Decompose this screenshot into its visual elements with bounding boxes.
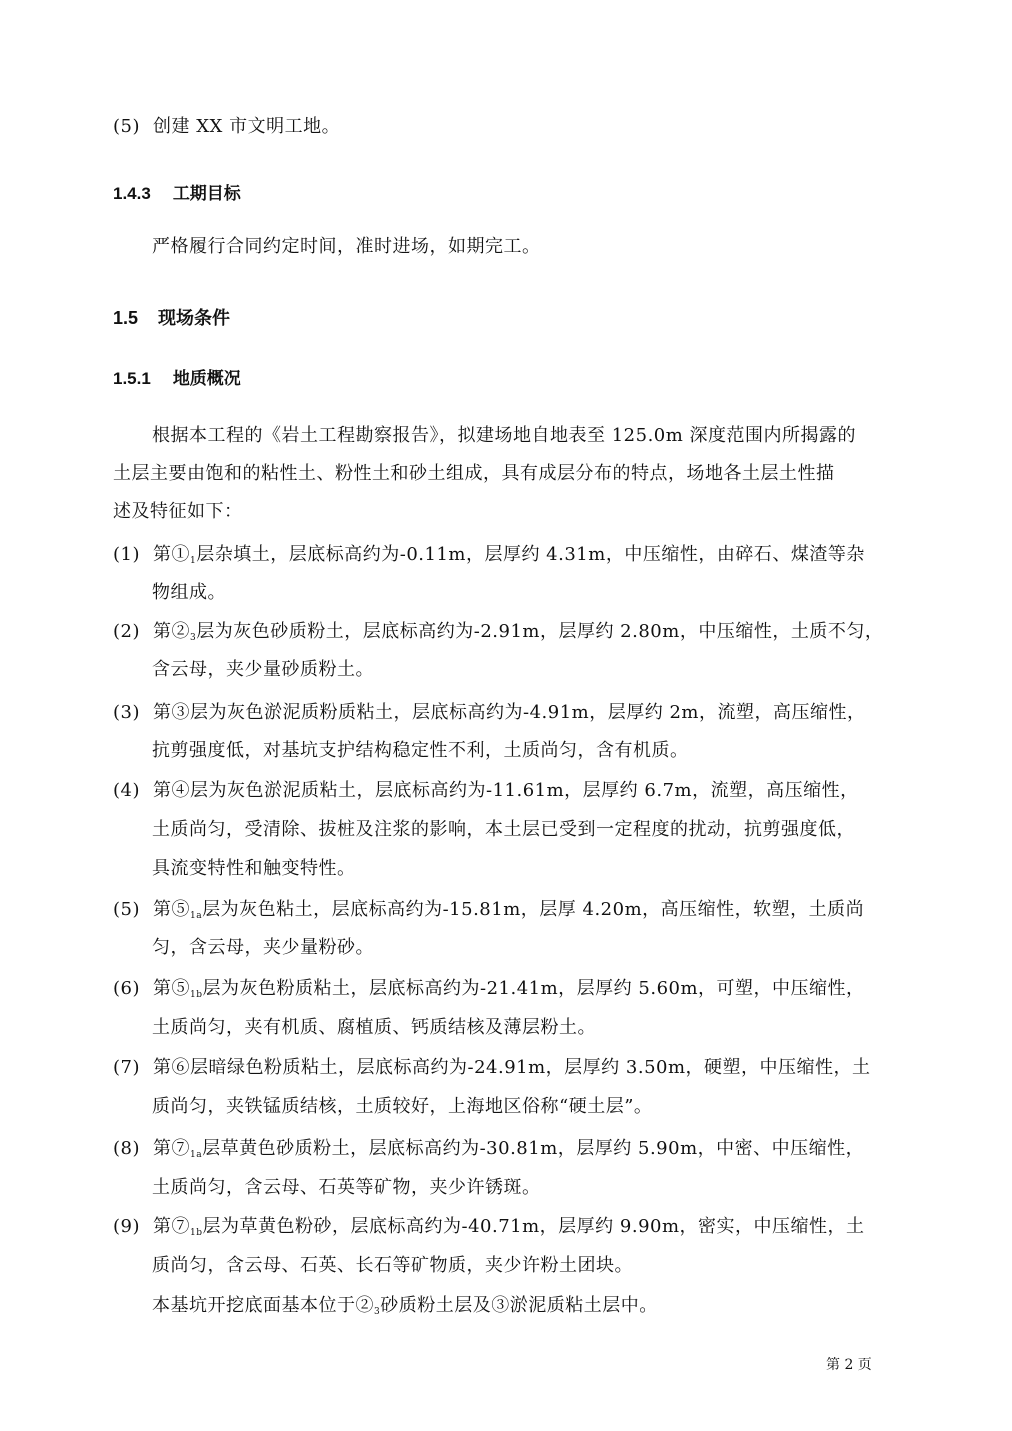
list-text: 第⑦ xyxy=(153,1216,190,1237)
list-number: (5) xyxy=(113,899,140,920)
paragraph-line: 述及特征如下： xyxy=(113,501,243,522)
list-number: (2) xyxy=(113,621,140,642)
list-text: 第⑦ xyxy=(153,1138,190,1159)
section-title: 现场条件 xyxy=(158,308,231,328)
list-text: 创建 XX 市文明工地。 xyxy=(153,116,341,137)
list-number: (4) xyxy=(113,780,140,801)
list-text: 第⑥层暗绿色粉质粘土，层底标高约为-24.91m，层厚约 3.50m，硬塑，中压缩性，土 xyxy=(153,1057,871,1078)
subscript: 1a xyxy=(190,1150,203,1160)
list-item xyxy=(113,543,865,573)
section-heading-1-5-1 xyxy=(113,367,241,391)
list-item xyxy=(113,1215,865,1245)
list-number: (3) xyxy=(113,702,140,723)
list-text: 层为草黄色粉砂，层底标高约为-40.71m，层厚约 9.90m，密实，中压缩性，土 xyxy=(202,1216,865,1237)
paragraph-text: 砂质粉土层及③淤泥质粘土层中。 xyxy=(380,1295,658,1316)
subscript: 3 xyxy=(190,633,197,643)
list-item-continuation: 抗剪强度低，对基坑支护结构稳定性不利，土质尚匀，含有机质。 xyxy=(152,740,689,761)
section-heading-1-5 xyxy=(113,306,230,330)
subscript: 3 xyxy=(374,1307,381,1317)
list-number: (6) xyxy=(113,978,140,999)
section-number: 1.5.1 xyxy=(113,369,151,388)
subscript: 1a xyxy=(190,911,203,921)
list-item-continuation: 土质尚匀，含云母、石英等矿物，夹少许锈斑。 xyxy=(152,1177,541,1198)
list-text: 第② xyxy=(153,621,190,642)
list-number: (7) xyxy=(113,1057,140,1078)
list-text: 层杂填土，层底标高约为-0.11m，层厚约 4.31m，中压缩性，由碎石、煤渣等杂 xyxy=(196,544,865,565)
list-text: 层为灰色粉质粘土，层底标高约为-21.41m，层厚约 5.60m，可塑，中压缩性， xyxy=(202,978,865,999)
section-number: 1.4.3 xyxy=(113,184,151,203)
list-text: 第① xyxy=(153,544,190,565)
list-text: 层为灰色粘土，层底标高约为-15.81m，层厚 4.20m，高压缩性，软塑，土质尚 xyxy=(202,899,865,920)
list-item xyxy=(113,898,864,928)
paragraph: 严格履行合同约定时间，准时进场，如期完工。 xyxy=(152,236,541,257)
paragraph-line: 根据本工程的《岩土工程勘察报告》，拟建场地自地表至 125.0m 深度范围内所揭露的 xyxy=(152,425,857,446)
list-number: (8) xyxy=(113,1138,140,1159)
list-item xyxy=(113,701,865,725)
section-heading-1-4-3 xyxy=(113,182,241,206)
list-text: 层为灰色砂质粉土，层底标高约为-2.91m，层厚约 2.80m，中压缩性，土质不匀， xyxy=(196,621,884,642)
section-title: 地质概况 xyxy=(172,369,241,388)
section-number: 1.5 xyxy=(113,308,139,328)
section-title: 工期目标 xyxy=(172,184,241,203)
list-text: 第④层为灰色淤泥质粘土，层底标高约为-11.61m，层厚约 6.7m，流塑，高压缩性， xyxy=(153,780,859,801)
list-item xyxy=(113,115,340,139)
list-item-continuation: 土质尚匀，受清除、拔桩及注浆的影响，本土层已受到一定程度的扰动，抗剪强度低， xyxy=(152,819,855,840)
list-number: (1) xyxy=(113,544,140,565)
list-text: 第⑤ xyxy=(153,899,190,920)
list-item-continuation: 质尚匀，夹铁锰质结核，土质较好，上海地区俗称“硬土层”。 xyxy=(152,1096,653,1117)
paragraph-line: 土层主要由饱和的粘性土、粉性土和砂土组成，具有成层分布的特点，场地各土层土性描 xyxy=(113,463,835,484)
subscript: 1b xyxy=(190,1228,203,1238)
list-text: 第③层为灰色淤泥质粉质粘土，层底标高约为-4.91m，层厚约 2m，流塑，高压缩性， xyxy=(153,702,866,723)
page-number: 第 2 页 xyxy=(826,1357,872,1373)
list-item-continuation: 匀，含云母，夹少量粉砂。 xyxy=(152,937,374,958)
list-item xyxy=(113,1137,864,1167)
list-item xyxy=(113,1056,871,1080)
list-number: (9) xyxy=(113,1216,140,1237)
list-number: (5) xyxy=(113,116,140,137)
subscript: 1 xyxy=(190,556,197,566)
list-item xyxy=(113,779,859,803)
subscript: 1b xyxy=(190,990,203,1000)
list-item-continuation: 含云母，夹少量砂质粉土。 xyxy=(152,659,374,680)
paragraph xyxy=(152,1294,658,1324)
list-item-continuation: 物组成。 xyxy=(152,582,226,603)
list-text: 层草黄色砂质粉土，层底标高约为-30.81m，层厚约 5.90m，中密、中压缩性， xyxy=(202,1138,865,1159)
list-text: 第⑤ xyxy=(153,978,190,999)
list-item-continuation: 质尚匀，含云母、石英、长石等矿物质，夹少许粉土团块。 xyxy=(152,1255,633,1276)
list-item-continuation: 土质尚匀，夹有机质、腐植质、钙质结核及薄层粉土。 xyxy=(152,1017,596,1038)
list-item xyxy=(113,977,865,1007)
paragraph-text: 本基坑开挖底面基本位于② xyxy=(152,1295,374,1316)
list-item xyxy=(113,620,883,650)
list-item-continuation: 具流变特性和触变特性。 xyxy=(152,858,356,879)
